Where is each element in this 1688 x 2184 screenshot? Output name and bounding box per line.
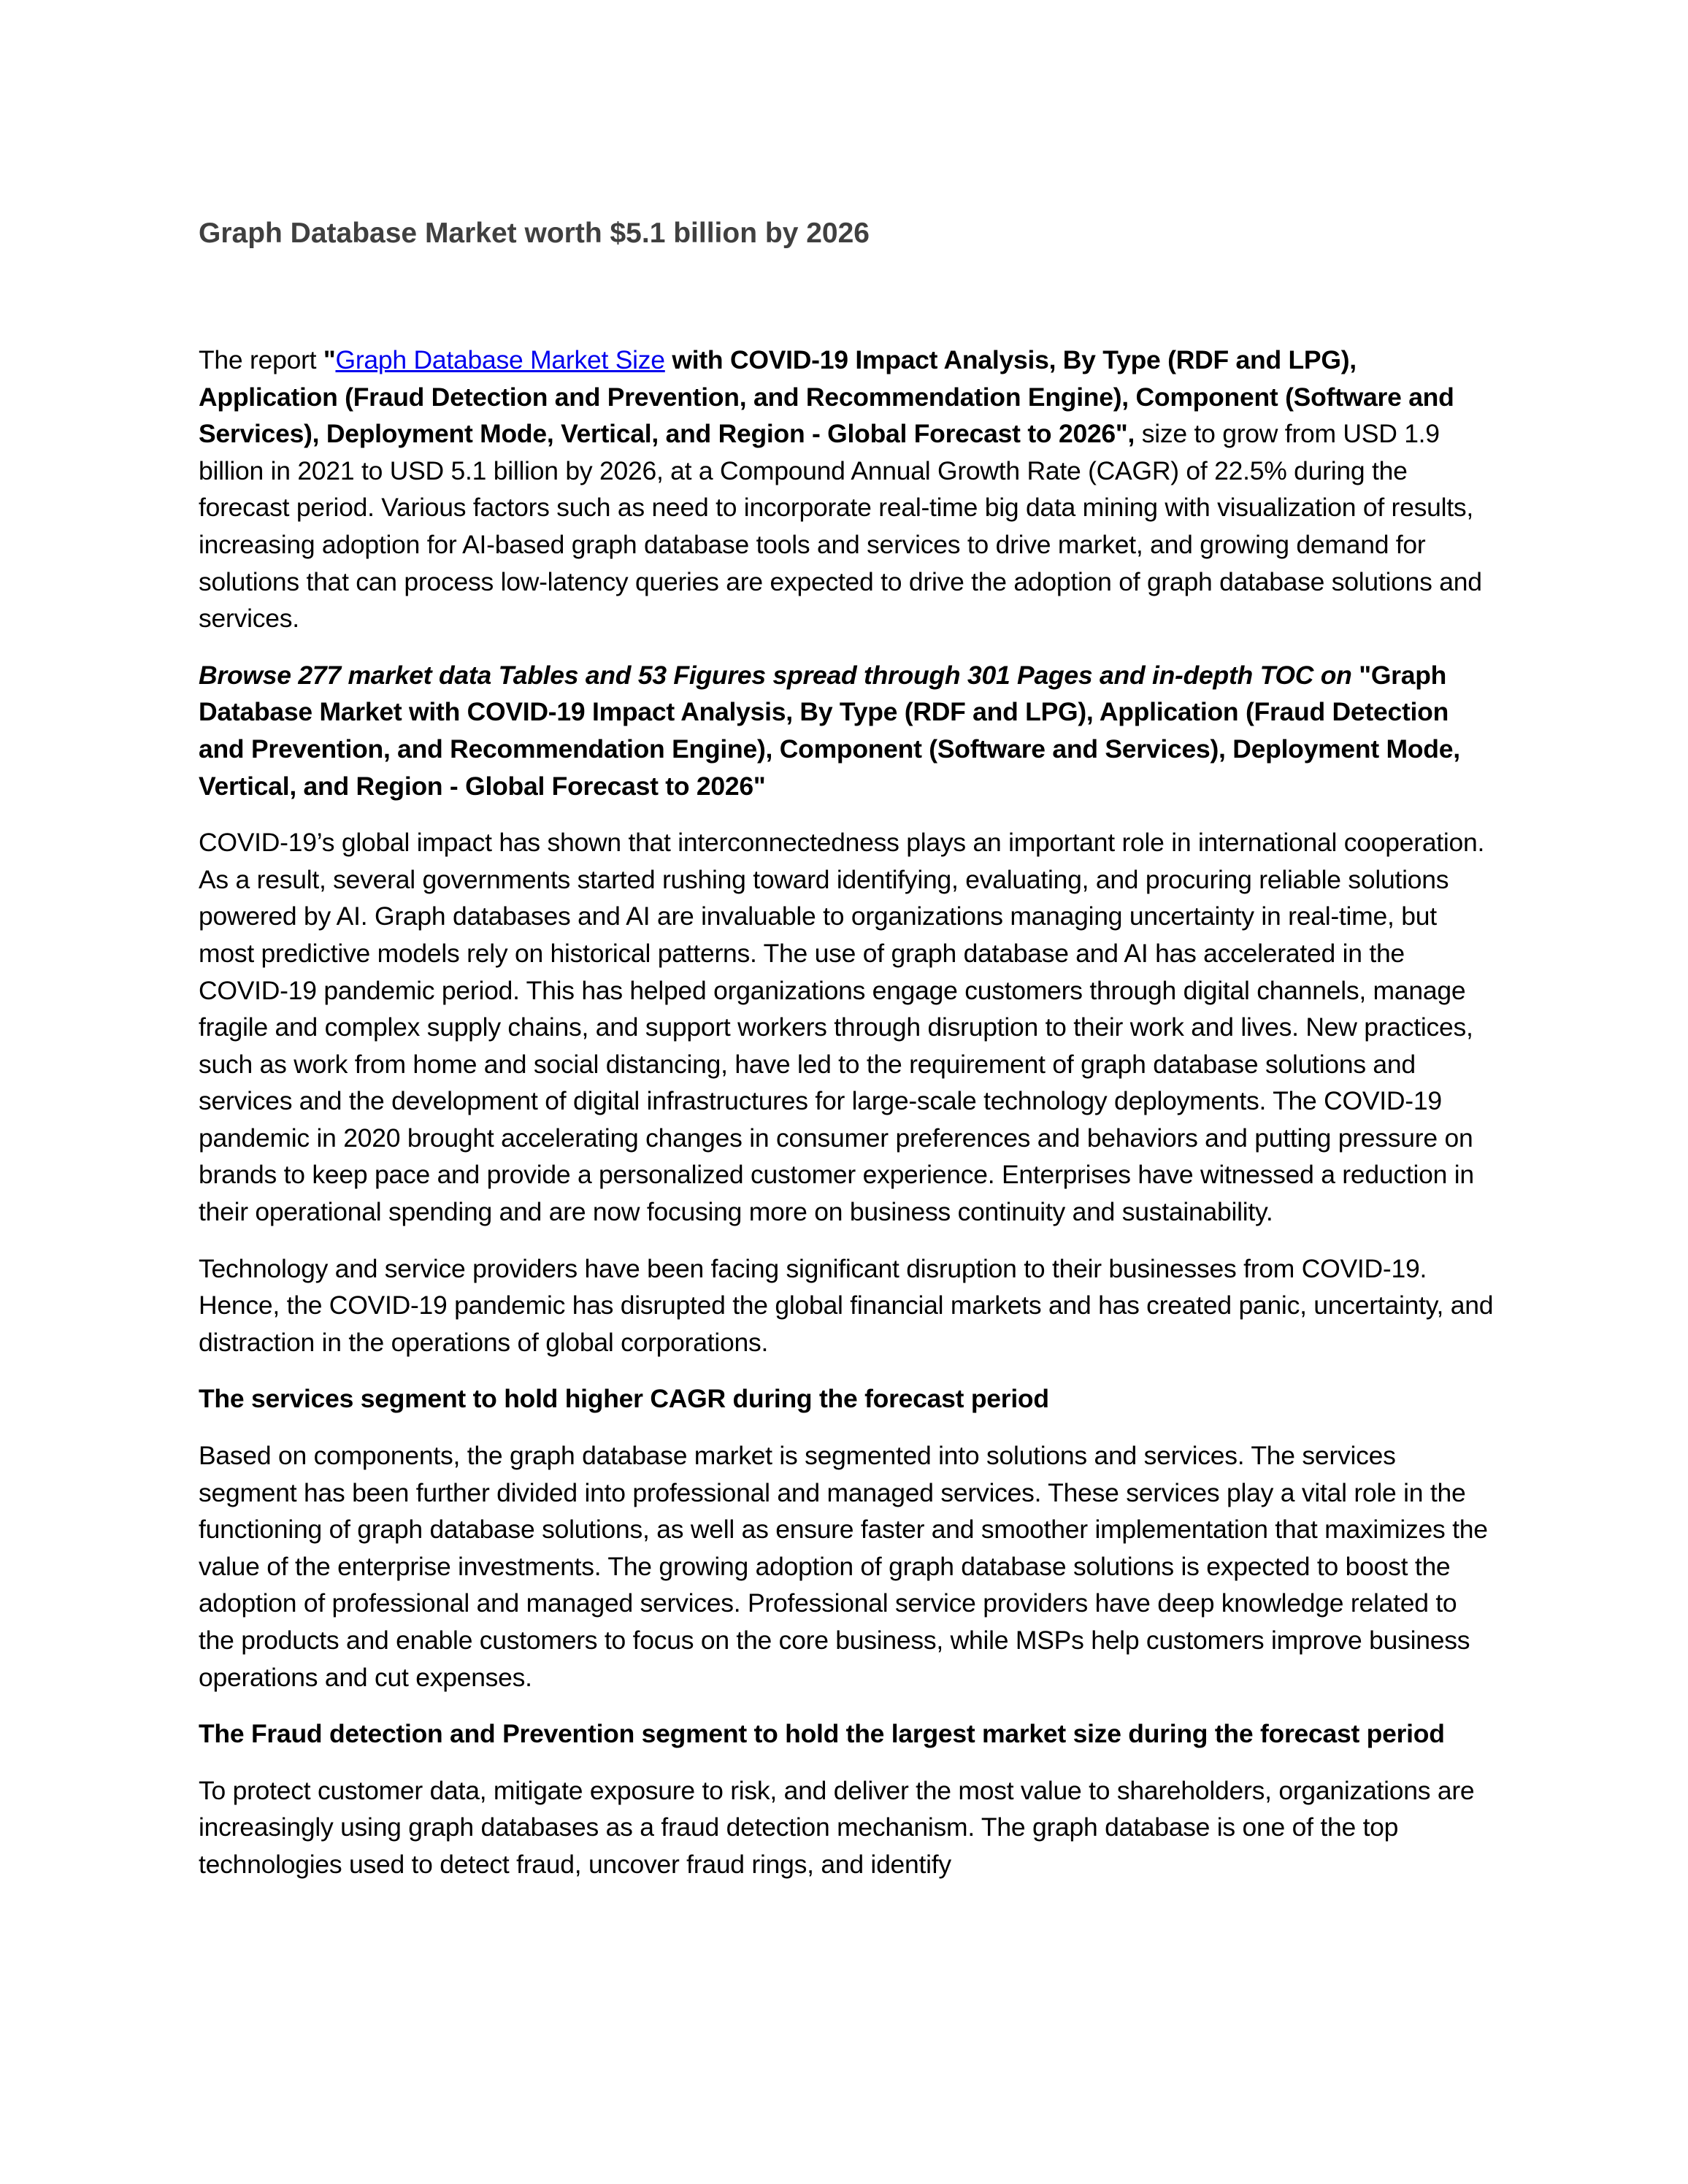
fraud-segment-heading: The Fraud detection and Prevention segment to hold the largest market size during the forecast period <box>199 1719 1445 1749</box>
tech-providers-paragraph: Technology and service providers have been facing significant disruption to their businesses from COVID-19. Hence, the COVID-19 pandemic has disrupted the global financial markets and has created panic, uncertainty, and distraction in the operations of global corporations. <box>199 1253 1494 1357</box>
intro-body-text: size to grow from USD 1.9 billion in 2021 to USD 5.1 billion by 2026, at a Compound Annual Growth Rate (CAGR) of 22.5% during the forecast period. Various factors such as need to incorporate real-time big data mining with visualization of results, increasing adoption for AI-based graph database tools and services to drive market, and growing demand for solutions that can process low-latency queries are expected to drive the adoption of graph database solutions and services. <box>199 419 1482 634</box>
services-segment-paragraph: Based on components, the graph database market is segmented into solutions and services. The services segment has been further divided into professional and managed services. These services play a vital role in the functioning of graph database solutions, as well as ensure faster and smoother implementation that maximizes the value of the enterprise investments. The growing adoption of graph database solutions is expected to boost the adoption of professional and managed services. Professional service providers have deep knowledge related to the products and enable customers to focus on the core business, while MSPs help customers improve business operations and cut expenses. <box>199 1441 1488 1692</box>
covid-impact-paragraph: COVID-19’s global impact has shown that interconnectedness plays an important role in international cooperation. As a result, several governments started rushing toward identifying, evaluating, and procuring reliable solutions powered by AI. Graph databases and AI are invaluable to organizations managing uncertainty in real-time, but most predictive models rely on historical patterns. The use of graph database and AI has accelerated in the COVID-19 pandemic period. This has helped organizations engage customers through digital channels, manage fragile and complex supply chains, and support workers through disruption to their work and lives. New practices, such as work from home and social distancing, have led to the requirement of graph database solutions and services and the development of digital infrastructures for large-scale technology deployments. The COVID-19 pandemic in 2020 brought accelerating changes in consumer preferences and behaviors and putting pressure on brands to keep pace and provide a personalized customer experience. Enterprises have witnessed a reduction in their operational spending and are now focusing more on business continuity and sustainability. <box>199 828 1485 1227</box>
report-link[interactable]: Graph Database Market Size <box>335 345 665 374</box>
intro-open-quote: " <box>323 345 336 374</box>
document-title: Graph Database Market worth $5.1 billion by 2026 <box>199 218 870 249</box>
services-segment-heading: The services segment to hold higher CAGR during the forecast period <box>199 1384 1049 1414</box>
report-full-title: with COVID-19 Impact Analysis, By Type (RDF and LPG), Application (Fraud Detection and Prevention, and Recommendation Engine), Component (Software and Services), Deployment Mode, Vertical, and Region - Global Forecast to 2026", <box>199 345 1454 449</box>
document-body <box>199 342 1495 1903</box>
intro-prefix: The report <box>199 345 323 374</box>
intro-paragraph <box>199 342 1495 637</box>
browse-italic-text: Browse 277 market data Tables and 53 Figures spread through 301 Pages and in-depth TOC on <box>199 660 1352 690</box>
browse-paragraph <box>199 657 1495 804</box>
fraud-segment-paragraph: To protect customer data, mitigate exposure to risk, and deliver the most value to shareholders, organizations are increasingly using graph databases as a fraud detection mechanism. The graph database is one of the top technologies used to detect fraud, uncover fraud rings, and identify <box>199 1775 1475 1879</box>
browse-report-title: "Graph Database Market with COVID-19 Impact Analysis, By Type (RDF and LPG), Application (Fraud Detection and Prevention, and Recommendation Engine), Component (Software and Services), Deployment Mode, Vertical, and Region - Global Forecast to 2026" <box>199 660 1460 801</box>
